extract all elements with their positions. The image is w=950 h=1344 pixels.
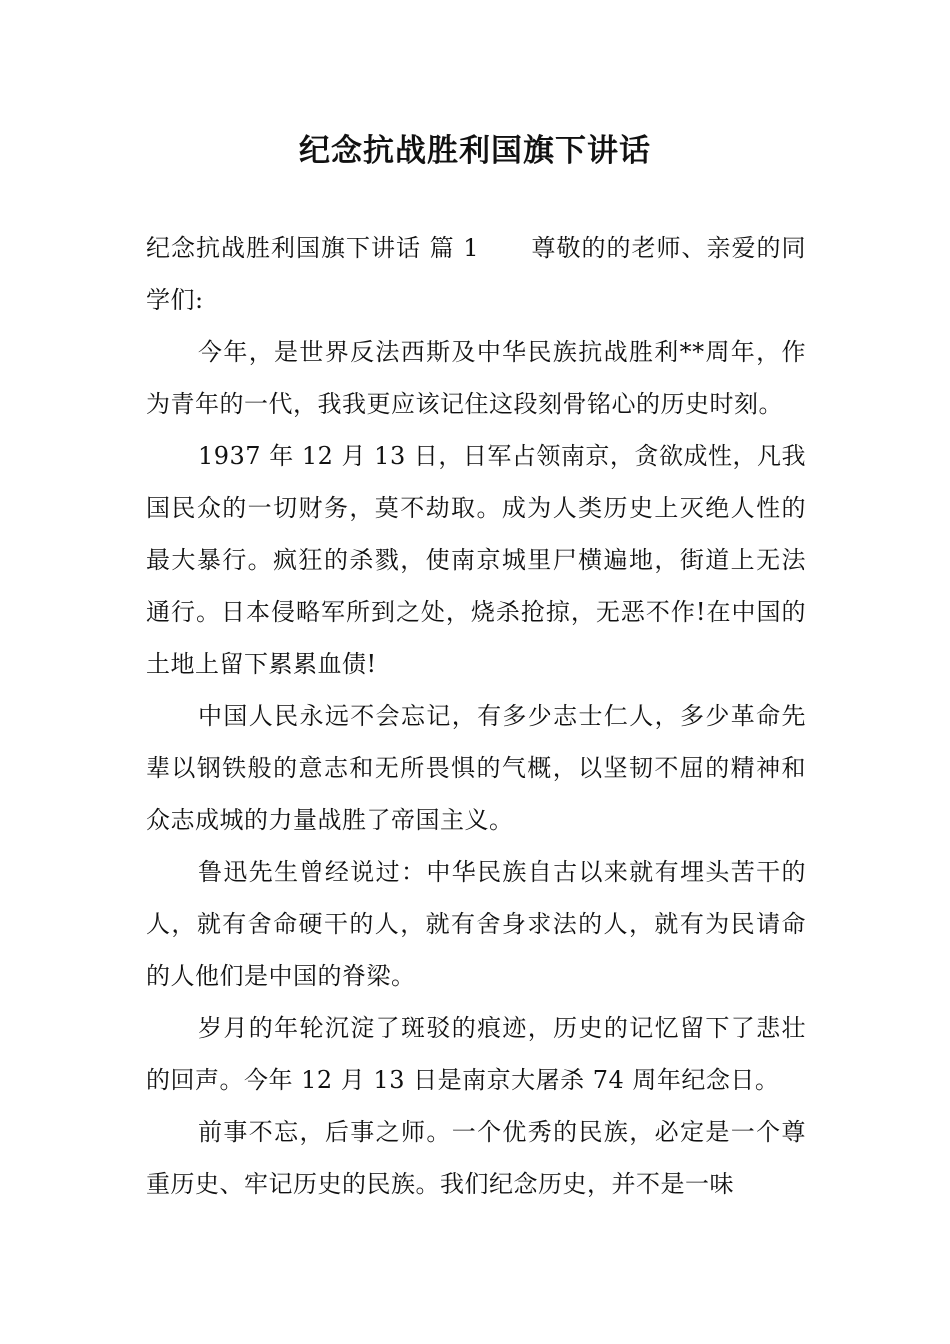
paragraph-5: 岁月的年轮沉淀了斑驳的痕迹，历史的记忆留下了悲壮的回声。今年 12 月 13 日是南京大屠杀 74 周年纪念日。 <box>146 1014 806 1094</box>
document-body <box>146 222 806 1210</box>
paragraph-1: 今年，是世界反法西斯及中华民族抗战胜利**周年，作为青年的一代，我我更应该记住这段刻骨铭心的历史时刻。 <box>146 338 806 418</box>
greeting: 尊敬的的老师、亲爱的同学们: <box>146 234 807 314</box>
paragraph-2: 1937 年 12 月 13 日，日军占领南京，贪欲成性，凡我国民众的一切财务，莫不劫取。成为人类历史上灭绝人性的最大暴行。疯狂的杀戮，使南京城里尸横遍地，街道上无法通行。日本侵略军所到之处，烧杀抢掠，无恶不作!在中国的土地上留下累累血债! <box>146 442 806 678</box>
section-label: 纪念抗战胜利国旗下讲话 篇 1 <box>146 234 480 262</box>
paragraph-4: 鲁迅先生曾经说过：中华民族自古以来就有埋头苦干的人，就有舍命硬干的人，就有舍身求法的人，就有为民请命的人他们是中国的脊梁。 <box>146 858 806 990</box>
paragraph-6: 前事不忘，后事之师。一个优秀的民族，必定是一个尊重历史、牢记历史的民族。我们纪念历史，并不是一味 <box>146 1118 806 1198</box>
header-paragraph <box>146 222 806 326</box>
paragraph-3: 中国人民永远不会忘记，有多少志士仁人，多少革命先辈以钢铁般的意志和无所畏惧的气概，以坚韧不屈的精神和众志成城的力量战胜了帝国主义。 <box>146 702 806 834</box>
document-title: 纪念抗战胜利国旗下讲话 <box>299 133 651 169</box>
